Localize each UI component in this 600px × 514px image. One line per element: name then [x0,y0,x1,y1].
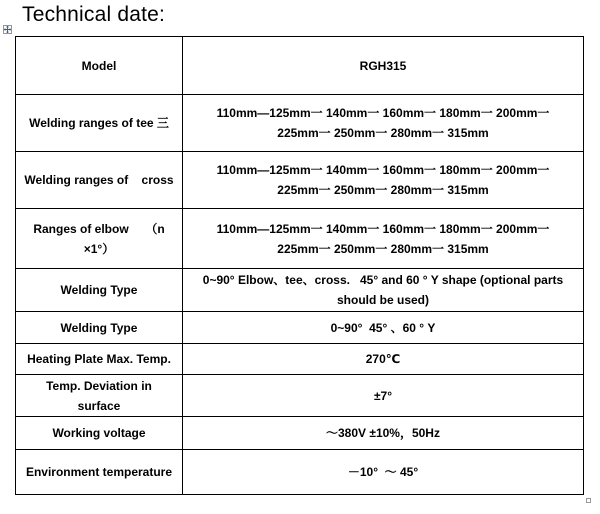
value-line: －10° ～ 45° [347,465,419,479]
row-value [183,152,584,209]
table-row [16,269,584,312]
value-line: should be used) [336,293,429,307]
value-line: 110mm—125mm一 140mm一 160mm一 180mm一 200mm一 [216,163,550,177]
table-row [16,152,584,209]
row-value [183,37,584,95]
row-value [183,417,584,450]
value-line: 225mm一 250mm一 280mm一 315mm [277,183,489,197]
value-line: ～380V ±10%，50Hz [326,426,440,440]
spec-table [15,36,584,495]
value-line: RGH315 [359,58,407,73]
row-label: Welding Type [16,269,183,312]
row-label: Environment temperature [16,450,183,495]
row-value [183,312,584,344]
table-row [16,312,584,344]
row-value [183,375,584,417]
row-label: Welding ranges of cross [16,152,183,209]
value-line: 0~90° Elbow、tee、cross. 45° and 60 ° Y shape (optional parts [202,273,564,287]
row-value [183,209,584,269]
value-line: 270℃ [365,352,401,366]
value-line: ±7° [373,388,393,403]
table-row [16,344,584,375]
row-value [183,344,584,375]
page-title: Technical date: [22,3,166,26]
value-line: 0~90° 45° 、60 ° Y [330,320,436,335]
value-line: 225mm一 250mm一 280mm一 315mm [277,126,489,140]
value-line: 110mm—125mm一 140mm一 160mm一 180mm一 200mm一 [216,106,550,120]
table-resize-handle[interactable] [586,498,591,503]
row-label: Temp. Deviation in surface [16,375,183,417]
table-row [16,95,584,152]
table-row [16,375,584,417]
table-row [16,450,584,495]
table-move-handle[interactable] [3,25,12,34]
table-row [16,209,584,269]
row-label: Welding ranges of tee 三 [16,95,183,152]
row-label: Heating Plate Max. Temp. [16,344,183,375]
row-label: Welding Type [16,312,183,344]
row-label: Model [16,37,183,95]
row-label: Ranges of elbow （n ×1°） [16,209,183,269]
row-value [183,269,584,312]
row-label: Working voltage [16,417,183,450]
value-line: 225mm一 250mm一 280mm一 315mm [277,241,489,256]
value-line: 110mm—125mm一 140mm一 160mm一 180mm一 200mm一 [216,221,550,236]
row-value [183,450,584,495]
move-arrows-icon [4,26,11,33]
table-row [16,417,584,450]
row-value [183,95,584,152]
table-row [16,37,584,95]
